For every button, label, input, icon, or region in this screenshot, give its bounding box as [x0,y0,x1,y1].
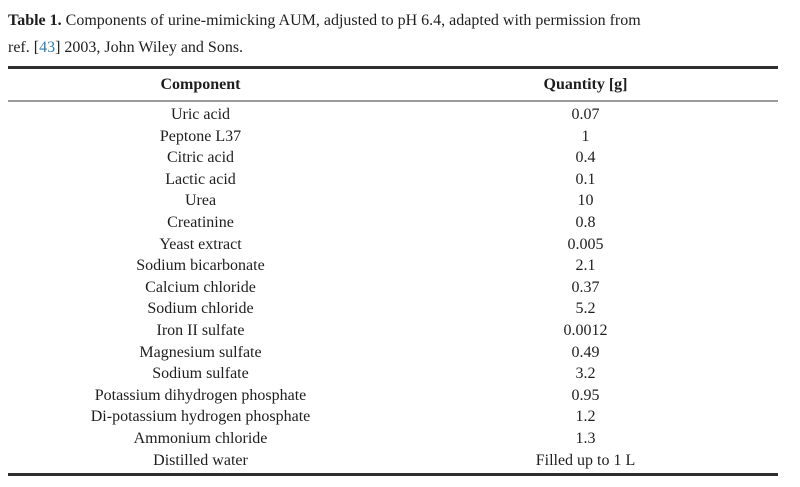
cell-quantity: 0.4 [575,149,596,167]
caption-text-line2-after-ref: ] 2003, John Wiley and Sons. [55,39,244,56]
cell-quantity: 0.0012 [563,321,608,339]
table-row [8,320,778,342]
table-row [8,126,778,148]
cell-quantity: 0.37 [571,278,600,296]
cell-component: Lactic acid [165,170,236,188]
components-table [8,66,778,476]
table-row [8,255,778,277]
cell-component: Sodium chloride [147,300,254,318]
cell-component: Citric acid [166,149,235,167]
table-row [8,169,778,191]
cell-component: Sodium bicarbonate [136,257,265,275]
cell-quantity: 0.1 [575,170,596,188]
components-table-wrapper [8,66,778,476]
table-row [8,101,778,126]
caption-label: Table 1. [8,12,62,29]
table-row [8,450,778,475]
table-row [8,363,778,385]
cell-component: Iron II sulfate [156,321,245,339]
table-row [8,385,778,407]
cell-quantity: 10 [577,192,594,210]
cell-component: Yeast extract [159,235,242,253]
caption-text-line1: Components of urine-mimicking AUM, adjusted to pH 6.4, adapted with permission from [61,12,641,29]
header-quantity: Quantity [g] [393,68,778,102]
table-row [8,234,778,256]
cell-component: Magnesium sulfate [139,343,262,361]
cell-component: Urea [184,192,217,210]
table-header-row [8,68,778,102]
table-head [8,68,778,102]
cell-quantity: 0.49 [571,343,600,361]
cell-quantity: 1 [581,127,590,145]
table-row [8,190,778,212]
table-row [8,298,778,320]
cell-quantity: 1.2 [575,408,596,426]
table-row [8,342,778,364]
cell-quantity: 0.8 [575,213,596,231]
table-row [8,212,778,234]
citation-link[interactable]: 43 [39,39,56,56]
table-body [8,101,778,475]
cell-component: Calcium chloride [145,278,256,296]
cell-component: Potassium dihydrogen phosphate [94,386,307,404]
caption-text-line2-before-ref: ref. [ [8,39,40,56]
cell-quantity: 0.95 [571,386,600,404]
cell-component: Sodium sulfate [152,365,249,383]
cell-quantity: 3.2 [575,365,596,383]
cell-component: Creatinine [167,213,234,231]
table-row [8,406,778,428]
cell-quantity: 0.07 [571,106,600,123]
cell-quantity: 0.005 [567,235,604,253]
table-row [8,277,778,299]
header-component: Component [8,68,393,102]
cell-quantity: 2.1 [575,257,596,275]
cell-quantity: 1.3 [575,429,596,447]
cell-component: Di-potassium hydrogen phosphate [90,408,311,426]
cell-quantity: Filled up to 1 L [535,451,636,469]
cell-component: Peptone L37 [159,127,242,145]
table-row [8,428,778,450]
cell-component: Distilled water [153,451,248,469]
cell-component: Uric acid [170,106,231,123]
table-row [8,147,778,169]
table-caption [0,0,800,61]
cell-quantity: 5.2 [575,300,596,318]
cell-component: Ammonium chloride [133,429,268,447]
